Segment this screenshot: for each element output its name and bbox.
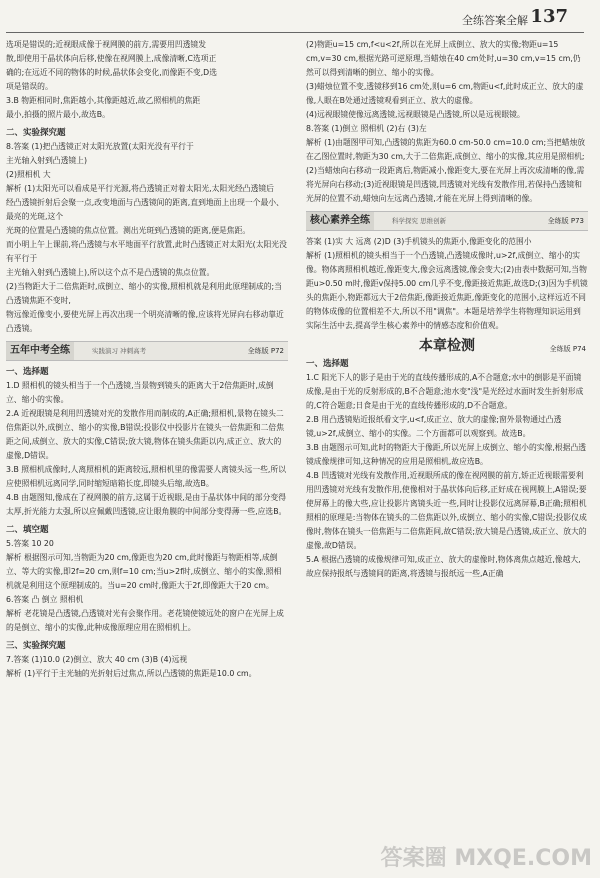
text-paragraph: 解析 (1)平行于主光轴的光折射后过焦点,所以凸透镜的焦距是10.0 cm。 <box>6 669 257 678</box>
text-paragraph: 主光轴入射到凸透镜上) <box>6 156 88 165</box>
text-paragraph: 选项是错误的;近视眼成像于视网膜的前方,需要用凹透镜发 <box>6 40 207 49</box>
text-paragraph: 解析 (1)由题图甲可知,凸透镜的焦距为60.0 cm-50.0 cm=10.0 cm;当把蜡烛放在乙图位置时,物距为30 cm,大于二倍焦距,成倒立、缩小的实像,其应用是照相机;(2)当蜡烛向右移动一段距离后,物距减小,像距变大,要在光屏上再次成清晰的像,需将光屏向右移动;(3)近视眼镜是凹透镜,凹透镜对光线有发散作用,若保持凸透镜和光屏的位置不动,蜡烛向左远离凸透镜,才能在光屏上得到清晰的像。 <box>306 138 586 203</box>
chapter-title <box>306 339 588 353</box>
text-paragraph: 解析 (1)太阳光可以看成是平行光源,将凸透镜正对着太阳光,太阳光经凸透镜后 <box>6 184 274 193</box>
text-paragraph: 8.答案 (1)倒立 照相机 (2)右 (3)左 <box>306 124 427 133</box>
text-paragraph: 3.B 照相机成像时,人离照相机的距离较远,照相机里的像需要人离镜头远一些,所以应使照相机远离同学,同时缩短暗箱长度,即镜头后缩,故选B。 <box>6 465 286 488</box>
text-paragraph: 5.A 根据凸透镜的成像规律可知,成正立、放大的虚像时,物体离焦点越近,像越大,故应保持报纸与透镜间的距离,将透镜与报纸远一些,A正确 <box>306 555 581 578</box>
text-paragraph: 2.A 近视眼镜是利用凹透镜对光的发散作用而制成的,A正确;照相机,景物在镜头二倍焦距以外,成倒立、缩小的实像,B错误;投影仪中投影片在镜头一倍焦距和二倍焦距之间,成倒立、放大的实像,C错误;放大镜,物体在镜头焦距以内,成正立、放大的虚像,D错误。 <box>6 409 285 460</box>
text-paragraph: 1.D 照相机的镜头相当于一个凸透镜,当景物到镜头的距离大于2倍焦距时,成倒立、缩小的实像。 <box>6 381 274 404</box>
text-paragraph: 项是错误的。 <box>6 82 53 91</box>
section-heading: 一、选择题 <box>6 367 49 377</box>
section-heading: 一、选择题 <box>306 359 349 369</box>
text-paragraph: (2)当物距大于二倍焦距时,成倒立、缩小的实像,照相机就是利用此原理制成的;当凸透镜焦距不变时, <box>6 282 282 305</box>
text-paragraph: 主光轴入射到凸透镜上),所以这个点不是凸透镜的焦点位置。 <box>6 268 215 277</box>
text-paragraph: 6.答案 凸 倒立 照相机 <box>6 595 84 604</box>
banner-subtitle: 科学探究 思维创新 <box>392 217 447 225</box>
text-paragraph: (4)远视眼镜使像远离透镜,远视眼镜是凸透镜,所以是远视眼镜。 <box>306 110 525 119</box>
text-paragraph: 确的;在远近不同的物体的时候,晶状体会变化,而像距不变,D选 <box>6 68 217 77</box>
right-column <box>306 38 588 581</box>
header-title: 全练答案全解 <box>462 14 528 27</box>
left-column <box>6 38 288 681</box>
watermark: 答案圈 MXQE.COM <box>380 846 592 871</box>
text-paragraph: 解析 (1)照相机的镜头相当于一个凸透镜,凸透镜成像时,u>2f,成倒立、缩小的实像。物体离照相机越近,像距变大,像会远离透镜,像会变大;(2)由表中数据可知,当物距u>0.50 m时,像距v保持5.00 cm几乎不变,像距接近焦距,故选D;(3)因为手机镜头的焦距小,物距都远大于2倍焦距,像距接近焦距,像距变化的范围小,这样远近不同的物体成像的位置相差不大,所以不用"调焦"。本题是培养学生将物理知识运用到实际生活中去,提高学生核心素养中的情感态度和价值观。 <box>306 251 588 330</box>
text-paragraph: 答案 (1)实 大 远离 (2)D (3)手机镜头的焦距小,像距变化的范围小 <box>306 237 532 246</box>
text-paragraph: 3.B 由题图示可知,此时的物距大于像距,所以光屏上成倒立、缩小的实像,根据凸透镜成像规律可知,这种情况的应用是照相机,故应选B。 <box>306 443 586 466</box>
chapter-title-text: 本章检测 <box>419 338 475 354</box>
text-paragraph: 光斑的位置是凸透镜的焦点位置。测出光斑到凸透镜的距离,便是焦距。 <box>6 226 251 235</box>
text-paragraph: (2)照相机 大 <box>6 170 51 179</box>
text-paragraph: 5.答案 10 20 <box>6 539 54 548</box>
text-paragraph: 而小明上午上课前,将凸透镜与水平地面平行放置,此时凸透镜正对太阳光(太阳光没有平行于 <box>6 240 287 263</box>
section-heading: 二、实验探究题 <box>6 128 66 138</box>
banner-title: 核心素养全练 <box>306 212 374 230</box>
banner-subtitle: 实践演习 冲刺高考 <box>92 347 147 355</box>
text-paragraph: 3.B 物距相同时,焦距越小,其像距越近,故乙照相机的焦距 <box>6 96 201 105</box>
text-paragraph: 8.答案 (1)把凸透镜正对太阳光放置(太阳光没有平行于 <box>6 142 194 151</box>
text-paragraph: 4.B 由题图知,像成在了视网膜的前方,这属于近视眼,是由于晶状体中间的部分变得太厚,折光能力太强,所以应佩戴凹透镜,应让眼角膜的中间部分变得薄一些,应选B。 <box>6 493 287 516</box>
text-paragraph: 最小,拍摄的照片最小,故选B。 <box>6 110 110 119</box>
section-banner <box>306 211 588 231</box>
section-heading: 三、实验探究题 <box>6 641 66 651</box>
page-number: 137 <box>530 6 568 27</box>
text-paragraph: (2)物距u=15 cm,f<u<2f,所以在光屏上成倒立、放大的实像;物距u=15 cm,v=30 cm,根据光路可逆原理,当蜡烛在40 cm处时,u=30 cm,v=15 cm,仍然可以得到清晰的倒立、缩小的实像。 <box>306 40 581 77</box>
text-paragraph: 解析 老花镜是凸透镜,凸透镜对光有会聚作用。老花镜使镜远处的窗户在光屏上成的是倒立、缩小的实像,此种成像原理应用在照相机上。 <box>6 609 284 632</box>
text-paragraph: (3)蜡烛位置不变,透镜移到16 cm处,则u=6 cm,物距u<f,此时成正立、放大的虚像,人眼在B处通过透镜观看到正立、放大的虚像。 <box>306 82 584 105</box>
text-paragraph: 1.C 阳光下人的影子是由于光的直线传播形成的,A不合题意;水中的倒影是平面镜成像,是由于光的反射形成的,B不合题意;池水变"浅"是光经过水面时发生折射形成的,C符合题意;日食是由于光的直线传播形成的,D不合题意。 <box>306 373 584 410</box>
page-header <box>0 0 600 34</box>
text-paragraph: 解析 根据图示可知,当物距为20 cm,像距也为20 cm,此时像距与物距相等,成倒立、等大的实像,即2f=20 cm,则f=10 cm;当u>2f时,成倒立、缩小的实像,照相机就是利用这个原理制成的。当u=20 cm时,像距大于2f,即像距大于20 cm。 <box>6 553 282 590</box>
banner-ref: 全练版 P72 <box>247 347 284 355</box>
text-paragraph: 2.B 用凸透镜贴近报纸看文字,u<f,成正立、放大的虚像;窗外景物通过凸透镜,u>2f,成倒立、缩小的实像。二个方面都可以观察到。故选B。 <box>306 415 562 438</box>
banner-title: 五年中考全练 <box>6 342 74 360</box>
header-rule <box>6 32 584 33</box>
text-paragraph: 7.答案 (1)10.0 (2)倒立、放大 40 cm (3)B (4)远视 <box>6 655 188 664</box>
section-banner <box>6 341 288 361</box>
text-paragraph: 4.B 凹透镜对光线有发散作用,近视眼所成的像在视网膜的前方,矫正近视眼需要利用凹透镜对光线有发散作用,使像相对于晶状体向后移,正好成在视网膜上,A错误;要使屏幕上的像大些,应让投影片离镜头近一些,同时让投影仪远离屏幕,B正确;照相机照相的原理是:当物体在镜头的二倍焦距以外,成倒立、缩小的实像,C错误;投影仪成像时,物体在镜头一倍焦距与二倍焦距间,故C错误;放大镜是凸透镜,成正立、放大的虚像,故D错误。 <box>306 471 587 550</box>
chapter-ref: 全练版 P74 <box>549 345 586 353</box>
banner-ref: 全练版 P73 <box>547 217 584 225</box>
text-paragraph: 物远像近像变小,要使光屏上再次出现一个明亮清晰的像,应该将光屏向右移动靠近凸透镜。 <box>6 310 284 333</box>
text-paragraph: 散,即使用于晶状体向后移,使像在视网膜上,成像清晰,C选项正 <box>6 54 217 63</box>
section-heading: 二、填空题 <box>6 525 49 535</box>
text-paragraph: 经凸透镜折射后会聚一点,改变地面与凸透镜间的距离,直到地面上出现一个最小、最亮的光斑,这个 <box>6 198 284 221</box>
